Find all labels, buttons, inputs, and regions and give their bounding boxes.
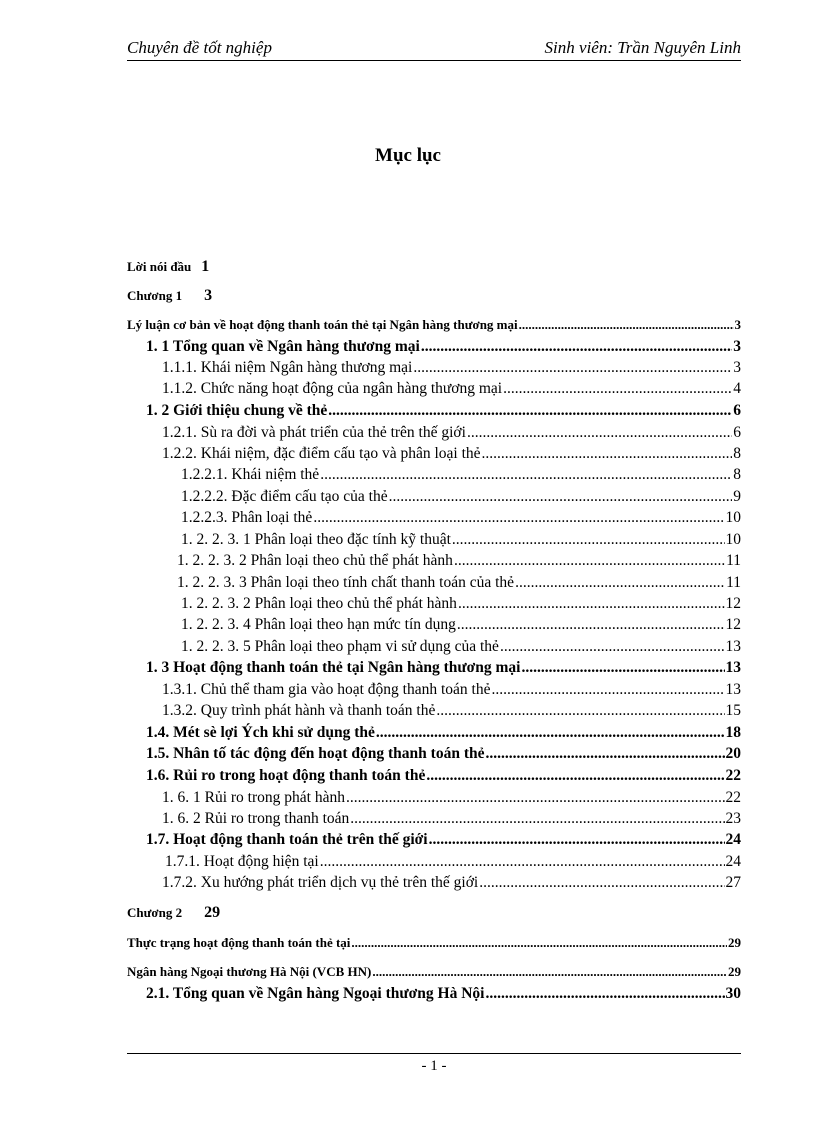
toc-entry-label: 1.2.2. Khái niệm, đặc điểm cấu tạo và phân loại thẻ (162, 445, 481, 462)
toc-entry[interactable] (162, 424, 741, 442)
toc-entry[interactable] (127, 317, 741, 333)
page-header (127, 38, 741, 61)
toc-entry[interactable] (146, 724, 741, 742)
toc-entry-page: 3 (734, 317, 741, 332)
toc-entry[interactable] (146, 767, 741, 785)
toc-entry-label: 1. 2. 2. 3. 5 Phân loại theo phạm vi sử dụng của thẻ (181, 638, 499, 655)
toc-entry-page: 11 (726, 574, 741, 591)
toc-entry-page: 29 (728, 964, 741, 979)
toc-chapter-2-page: 29 (204, 904, 221, 921)
toc-entry-page: 6 (733, 424, 741, 441)
toc-entry-label: 1. 6. 1 Rủi ro trong phát hành (162, 789, 345, 806)
toc-entry[interactable] (181, 638, 741, 656)
toc-entry-label: 1. 2. 2. 3. 2 Phân loại theo chủ thể phát hành (177, 552, 453, 569)
toc-entry-page: 23 (725, 810, 741, 827)
toc-entry[interactable] (127, 935, 741, 951)
toc-preface[interactable] (127, 258, 209, 276)
toc-chapter-2-label: Chương 2 (127, 905, 183, 920)
toc-entry-label: 1. 1 Tổng quan về Ngân hàng thương mại (146, 338, 420, 355)
toc-entry[interactable] (162, 789, 741, 807)
toc-entry-label: 1. 6. 2 Rủi ro trong thanh toán (162, 810, 350, 827)
toc-chapter-1-page: 3 (204, 287, 213, 304)
toc-entry-page: 22 (725, 767, 741, 784)
toc-entry-page: 8 (733, 445, 741, 462)
toc-entry[interactable] (181, 509, 741, 527)
page-footer (127, 1053, 741, 1075)
toc-entry[interactable] (146, 659, 741, 677)
toc-entry-label: 1.3.2. Quy trình phát hành và thanh toán thẻ (162, 702, 436, 719)
toc-entry-label: 1.7.2. Xu hướng phát triển dịch vụ thẻ trên thế giới (162, 874, 479, 891)
toc-entry-label: 1.5. Nhân tố tác động đến hoạt động thanh toán thẻ (146, 745, 485, 762)
toc-entry[interactable] (162, 810, 741, 828)
toc-entry-page: 10 (725, 509, 741, 526)
toc-entry-label: 1.2.2.3. Phân loại thẻ (181, 509, 313, 526)
page-number: - 1 - (421, 1058, 447, 1074)
toc-entry[interactable] (181, 616, 741, 634)
toc-entry-page: 24 (725, 853, 741, 870)
toc-entry-label: 1.1.1. Khái niệm Ngân hàng thương mại (162, 359, 413, 376)
toc-entry-label: 1.6. Rủi ro trong hoạt động thanh toán thẻ (146, 767, 426, 784)
toc-entry-label: Lý luận cơ bản về hoạt động thanh toán thẻ tại Ngân hàng thương mại (127, 317, 518, 332)
toc-entry-label: Thực trạng hoạt động thanh toán thẻ tại (127, 935, 351, 950)
toc-entry-page: 15 (725, 702, 741, 719)
toc-entry-label: 1.7. Hoạt động thanh toán thẻ trên thế giới (146, 831, 428, 848)
toc-entry-page: 11 (726, 552, 741, 569)
toc-entry-page: 4 (733, 380, 741, 397)
toc-entry[interactable] (162, 681, 741, 699)
toc-entry[interactable] (162, 359, 741, 377)
toc-entry[interactable] (177, 574, 741, 592)
toc-entry[interactable] (146, 338, 741, 356)
toc-entry[interactable] (181, 466, 741, 484)
toc-entry[interactable] (181, 595, 741, 613)
toc-entry-label: 1.2.2.1. Khái niệm thẻ (181, 466, 320, 483)
toc-entry-label: 1.7.1. Hoạt động hiện tại (165, 853, 319, 870)
toc-entry-page: 24 (725, 831, 741, 848)
header-document-type: Chuyên đề tốt nghiệp (127, 38, 272, 57)
toc-entry[interactable] (165, 853, 741, 871)
toc-entry[interactable] (181, 531, 741, 549)
toc-entry-page: 13 (725, 681, 741, 698)
toc-preface-label: Lời nói đầu (127, 259, 192, 274)
toc-entry[interactable] (177, 552, 741, 570)
toc-entry-label: 1.2.2.2. Đặc điểm cấu tạo của thẻ (181, 488, 388, 505)
toc-entry-page: 30 (725, 985, 741, 1002)
toc-entry-label: 1. 3 Hoạt động thanh toán thẻ tại Ngân hàng thương mại (146, 659, 521, 676)
toc-entry-label: 2.1. Tổng quan về Ngân hàng Ngoại thương Hà Nội (146, 985, 485, 1002)
toc-entry-label: 1.4. Mét sè lợi Ých khi sử dụng thẻ (146, 724, 375, 741)
toc-entry-page: 18 (725, 724, 741, 741)
toc-entry-page: 27 (725, 874, 741, 891)
toc-entry-page: 10 (725, 531, 741, 548)
toc-entry-label: 1. 2. 2. 3. 3 Phân loại theo tính chất thanh toán của thẻ (177, 574, 515, 591)
toc-entry-page: 29 (728, 935, 741, 950)
toc-entry-page: 12 (725, 595, 741, 612)
toc-entry-label: 1. 2. 2. 3. 4 Phân loại theo hạn mức tín dụng (181, 616, 456, 633)
header-author: Sinh viên: Trần Nguyên Linh (544, 38, 741, 57)
toc-entry-page: 8 (733, 466, 741, 483)
toc-entry-page: 20 (725, 745, 741, 762)
toc-entry-label: 1. 2 Giới thiệu chung về thẻ (146, 402, 328, 419)
toc-entry-page: 3 (733, 359, 741, 376)
toc-chapter-2[interactable] (127, 904, 220, 922)
toc-entry[interactable] (162, 702, 741, 720)
toc-entry[interactable] (162, 874, 741, 892)
toc-entry-page: 22 (725, 789, 741, 806)
toc-entry[interactable] (146, 745, 741, 763)
toc-entry[interactable] (127, 964, 741, 980)
page-title: Mục lục (375, 145, 441, 166)
toc-entry-label: 1.3.1. Chủ thể tham gia vào hoạt động thanh toán thẻ (162, 681, 491, 698)
toc-entry-label: 1. 2. 2. 3. 2 Phân loại theo chủ thể phát hành (181, 595, 457, 612)
toc-entry-label: 1. 2. 2. 3. 1 Phân loại theo đặc tính kỹ thuật (181, 531, 451, 548)
toc-entry-page: 12 (725, 616, 741, 633)
toc-entry-page: 13 (725, 659, 741, 676)
toc-entry-page: 6 (733, 402, 741, 419)
toc-entry-label: 1.2.1. Sù ra đời và phát triển của thẻ trên thế giới (162, 424, 466, 441)
toc-entry[interactable] (146, 831, 741, 849)
toc-entry-label: 1.1.2. Chức năng hoạt động của ngân hàng thương mại (162, 380, 503, 397)
toc-entry[interactable] (146, 985, 741, 1003)
toc-preface-page: 1 (201, 258, 210, 275)
toc-entry-page: 3 (733, 338, 741, 355)
toc-chapter-1[interactable] (127, 287, 212, 305)
toc-entry-page: 13 (725, 638, 741, 655)
toc-entry[interactable] (181, 488, 741, 506)
toc-entry[interactable] (162, 445, 741, 463)
toc-entry-label: Ngân hàng Ngoại thương Hà Nội (VCB HN) (127, 964, 372, 979)
toc-entry-page: 9 (733, 488, 741, 505)
toc-chapter-1-label: Chương 1 (127, 288, 183, 303)
toc-entry[interactable] (162, 380, 741, 398)
toc-entry[interactable] (146, 402, 741, 420)
